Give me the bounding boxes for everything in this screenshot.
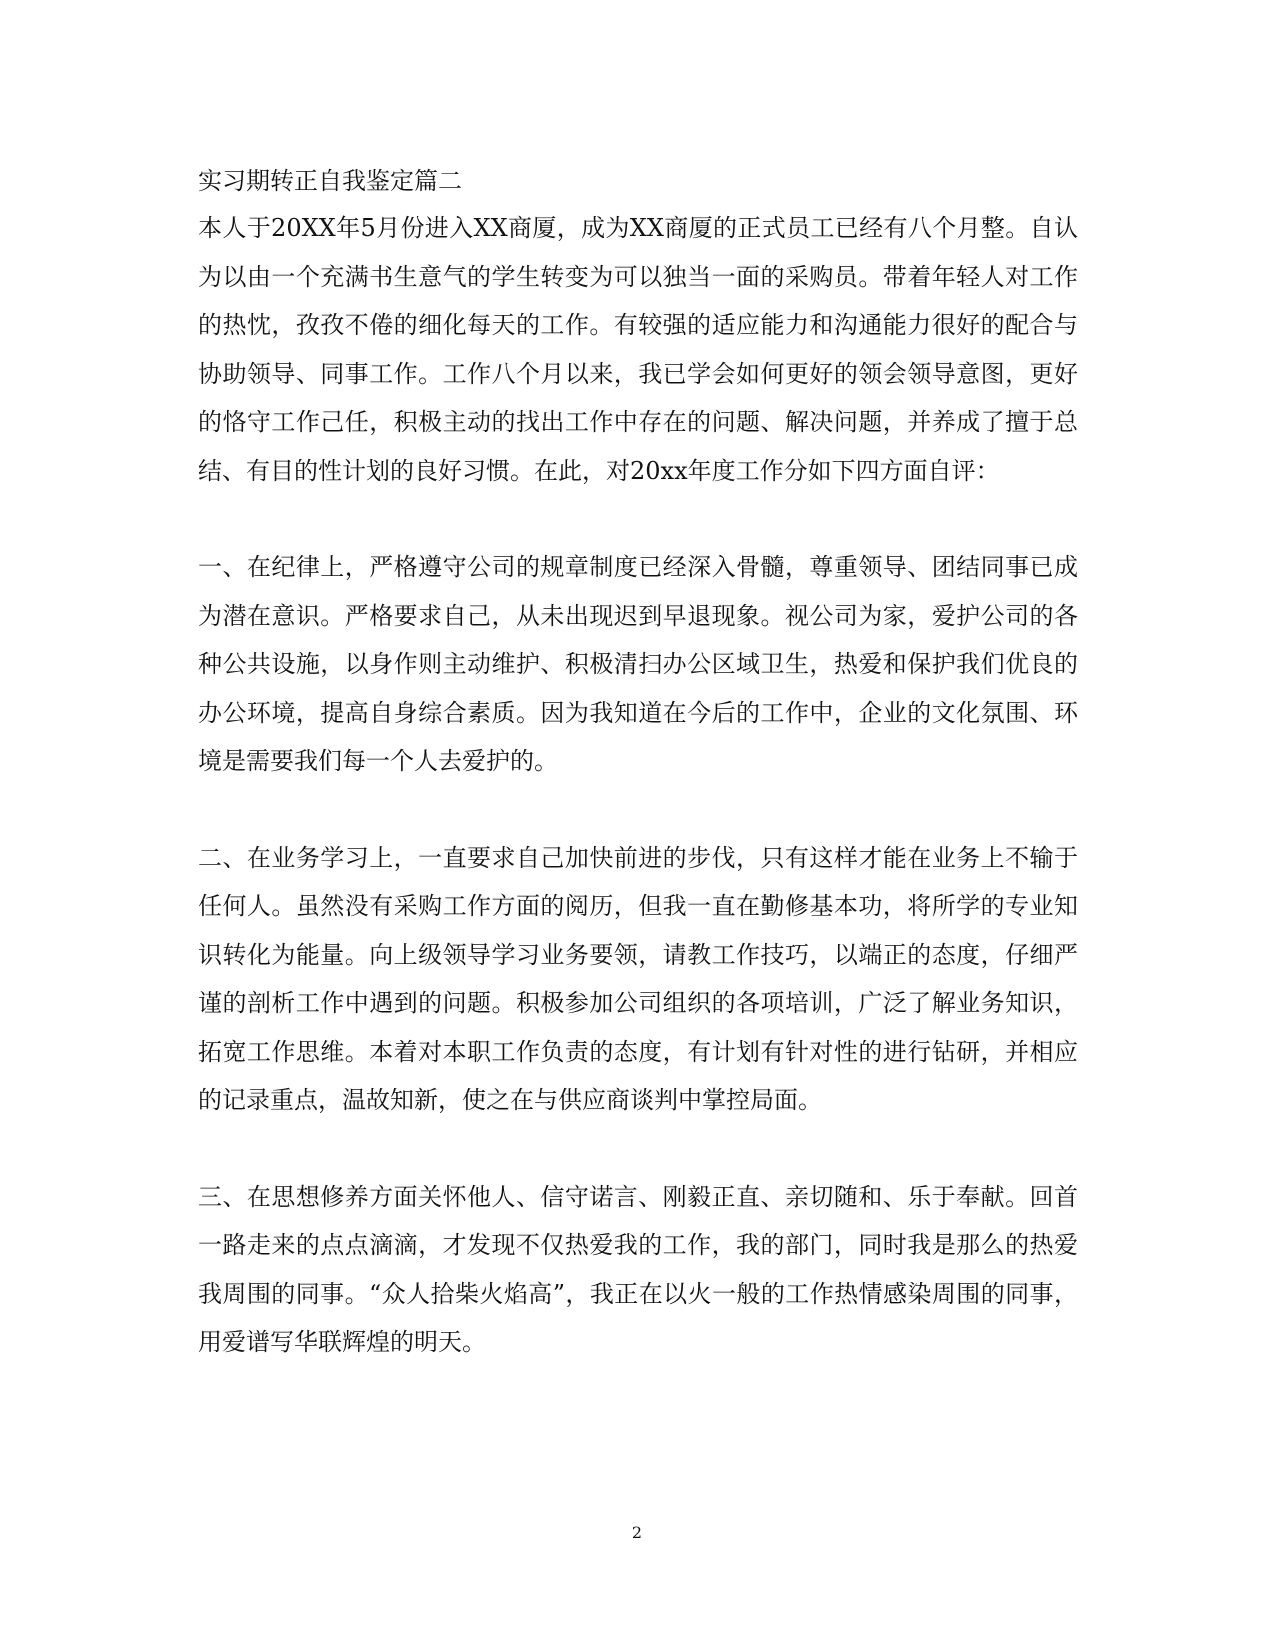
ideology-paragraph: 三、在思想修养方面关怀他人、信守诺言、刚毅正直、亲切随和、乐于奉献。回首一路走来的点点滴滴，才发现不仅热爱我的工作，我的部门，同时我是那么的热爱我周围的同事。“众人拾柴火焰高”，我正在以火一般的工作热情感染周围的同事，用爱谱写华联辉煌的明天。 bbox=[198, 1182, 1078, 1356]
intro-paragraph: 本人于20XX年5月份进入XX商厦，成为XX商厦的正式员工已经有八个月整。自认为以由一个充满书生意气的学生转变为可以独当一面的采购员。带着年轻人对工作的热忱，孜孜不倦的细化每天的工作。有较强的适应能力和沟通能力很好的配合与协助领导、同事工作。工作八个月以来，我已学会如何更好的领会领导意图，更好的恪守工作己任，积极主动的找出工作中存在的问题、解决问题，并养成了擅于总结、有目的性计划的良好习惯。在此，对20xx年度工作分如下四方面自评： bbox=[198, 214, 1078, 485]
document-body bbox=[198, 158, 1078, 1367]
document-title: 实习期转正自我鉴定篇二 bbox=[198, 167, 462, 195]
paragraph-gap bbox=[198, 786, 1078, 834]
paragraph-gap bbox=[198, 495, 1078, 543]
business-study-paragraph: 二、在业务学习上，一直要求自己加快前进的步伐，只有这样才能在业务上不输于任何人。虽然没有采购工作方面的阅历，但我一直在勤修基本功，将所学的专业知识转化为能量。向上级领导学习业务要领，请教工作技巧，以端正的态度，仔细严谨的剖析工作中遇到的问题。积极参加公司组织的各项培训，广泛了解业务知识，拓宽工作思维。本着对本职工作负责的态度，有计划有针对性的进行钻研，并相应的记录重点，温故知新，使之在与供应商谈判中掌控局面。 bbox=[198, 843, 1078, 1114]
page-number: 2 bbox=[631, 1523, 643, 1542]
discipline-paragraph: 一、在纪律上，严格遵守公司的规章制度已经深入骨髓，尊重领导、团结同事已成为潜在意识。严格要求自己，从未出现迟到早退现象。视公司为家，爱护公司的各种公共设施，以身作则主动维护、积极清扫办公区域卫生，热爱和保护我们优良的办公环境，提高自身综合素质。因为我知道在今后的工作中，企业的文化氛围、环境是需要我们每一个人去爱护的。 bbox=[198, 553, 1078, 775]
paragraph-gap bbox=[198, 1125, 1078, 1173]
